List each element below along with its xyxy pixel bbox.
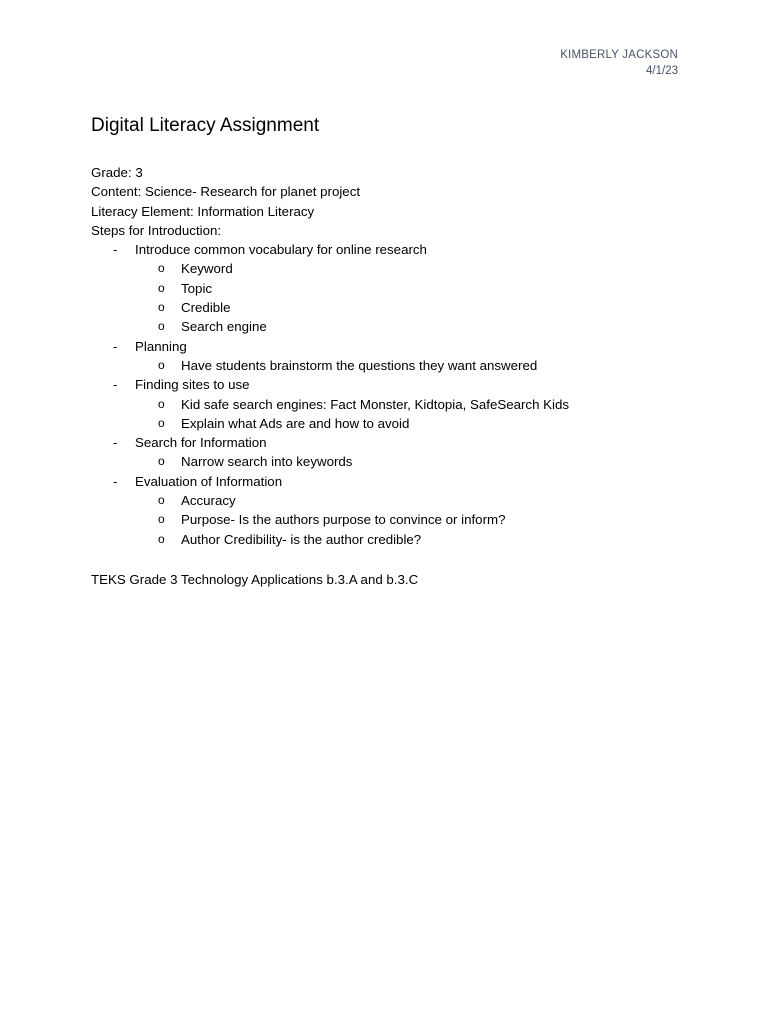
circle-bullet: o [158, 357, 165, 372]
sub-item [91, 510, 569, 529]
step-label: Introduce common vocabulary for online research [135, 242, 427, 258]
step-item [91, 433, 569, 452]
sub-item [91, 452, 569, 471]
circle-bullet: o [158, 415, 165, 430]
sub-item-label: Topic [181, 280, 213, 296]
circle-bullet: o [158, 531, 165, 546]
sub-item-label: Keyword [181, 261, 233, 277]
step-label: Planning [135, 338, 187, 354]
author-name: KIMBERLY JACKSON [560, 49, 678, 61]
dash-bullet: - [113, 338, 118, 354]
sub-item [91, 259, 569, 278]
sub-item-label: Kid safe search engines: Fact Monster, Kidtopia, SafeSearch Kids [181, 396, 570, 412]
document-date: 4/1/23 [646, 65, 678, 77]
literacy-element-line: Literacy Element: Information Literacy [91, 203, 315, 219]
sub-item [91, 491, 569, 510]
circle-bullet: o [158, 493, 165, 508]
step-label: Evaluation of Information [135, 473, 283, 489]
sub-item-label: Author Credibility- is the author credible? [181, 531, 422, 547]
content-line: Content: Science- Research for planet project [91, 184, 361, 200]
sub-item [91, 298, 569, 317]
circle-bullet: o [158, 512, 165, 527]
assignment-body [91, 163, 569, 549]
dash-bullet: - [113, 242, 118, 258]
dash-bullet: - [113, 473, 118, 489]
step-label: Search for Information [135, 435, 267, 451]
sub-item-label: Accuracy [181, 493, 236, 509]
circle-bullet: o [158, 280, 165, 295]
sub-item [91, 530, 569, 549]
circle-bullet: o [158, 454, 165, 469]
document-header [560, 47, 678, 79]
circle-bullet: o [158, 261, 165, 276]
circle-bullet: o [158, 396, 165, 411]
step-item [91, 472, 569, 491]
sub-item-label: Have students brainstorm the questions they want answered [181, 357, 538, 373]
dash-bullet: - [113, 435, 118, 451]
step-item [91, 375, 569, 394]
sub-item-label: Search engine [181, 319, 267, 335]
sub-item [91, 279, 569, 298]
step-item [91, 240, 569, 259]
dash-bullet: - [113, 377, 118, 393]
sub-item [91, 414, 569, 433]
steps-heading: Steps for Introduction: [91, 222, 222, 238]
sub-item [91, 395, 569, 414]
step-label: Finding sites to use [135, 377, 250, 393]
grade-line: Grade: 3 [91, 165, 143, 180]
sub-item-label: Credible [181, 300, 231, 316]
sub-item-label: Explain what Ads are and how to avoid [181, 415, 410, 431]
circle-bullet: o [158, 319, 165, 334]
sub-item [91, 356, 569, 375]
step-item [91, 337, 569, 356]
sub-item [91, 317, 569, 336]
circle-bullet: o [158, 300, 165, 315]
teks-standards-line: TEKS Grade 3 Technology Applications b.3.A and b.3.C [91, 572, 419, 587]
sub-item-label: Narrow search into keywords [181, 454, 353, 470]
sub-item-label: Purpose- Is the authors purpose to convince or inform? [181, 512, 506, 528]
document-title: Digital Literacy Assignment [91, 115, 320, 136]
